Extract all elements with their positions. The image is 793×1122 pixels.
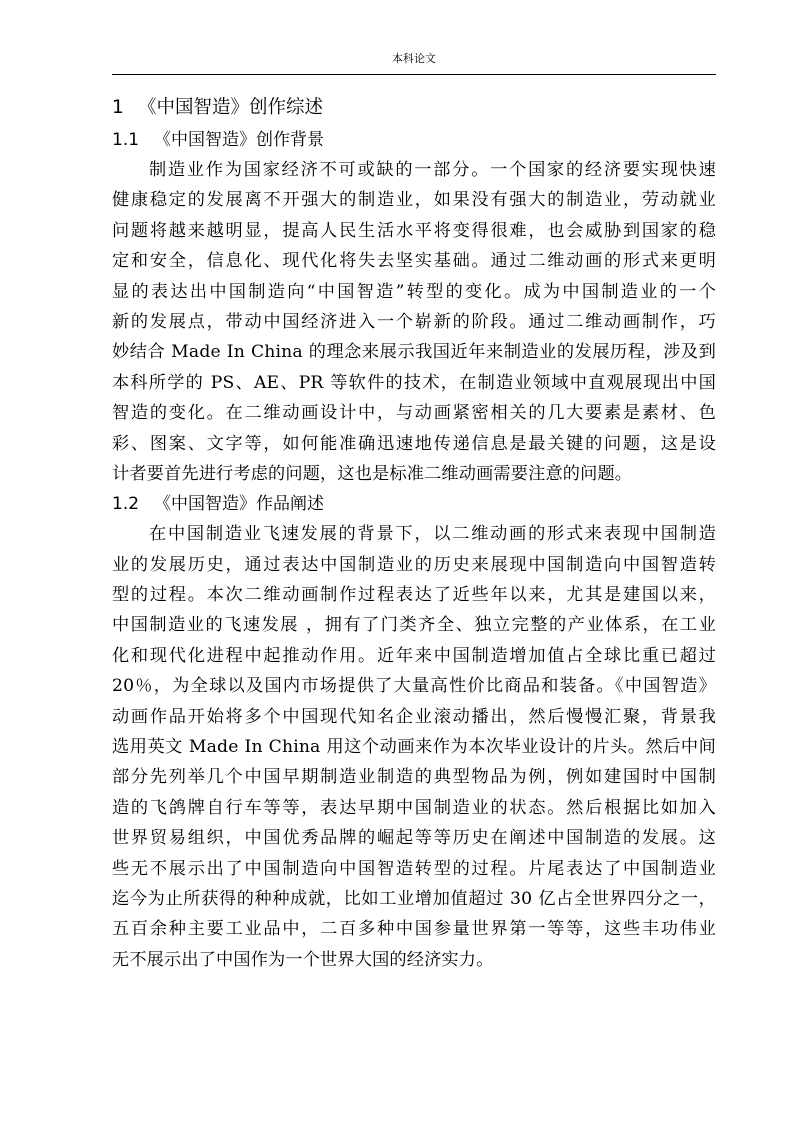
paragraph-line: 在中国制造业飞速发展的背景下，以二维动画的形式来表现中国制造 xyxy=(149,524,716,545)
paragraph-line: 新的发展点，带动中国经济进入一个崭新的阶段。通过二维动画制作，巧 xyxy=(112,311,716,332)
header-rule xyxy=(112,74,716,75)
paragraph-line: 业的发展历史，通过表达中国制造业的历史来展现中国制造向中国智造转 xyxy=(112,554,716,575)
paragraph-line: 智造的变化。在二维动画设计中，与动画紧密相关的几大要素是素材、色 xyxy=(112,403,716,424)
section-title: 《中国智造》创作综述 xyxy=(138,97,324,118)
running-header: 本科论文 xyxy=(392,52,436,65)
paragraph-line: 五百余种主要工业品中，二百多种中国参量世界第一等等，这些丰功伟业 xyxy=(112,919,716,940)
paragraph-line: 世界贸易组织，中国优秀品牌的崛起等等历史在阐述中国制造的发展。这 xyxy=(112,828,716,849)
paragraph-line: 妙结合 Made In China 的理念来展示我国近年来制造业的发展历程，涉及到 xyxy=(112,342,716,363)
page-content xyxy=(112,93,716,975)
paragraph-line: 选用英文 Made In China 用这个动画来作为本次毕业设计的片头。然后中间 xyxy=(112,737,716,758)
paragraph-line: 化和现代化进程中起推动作用。近年来中国制造增加值占全球比重已超过 xyxy=(112,645,716,666)
paragraph-line: 本科所学的 PS、AE、PR 等软件的技术，在制造业领域中直观展现出中国 xyxy=(112,372,716,393)
paragraph-line: 型的过程。本次二维动画制作过程表达了近些年以来，尤其是建国以来， xyxy=(112,585,716,606)
subsection-number: 1.2 xyxy=(112,494,140,515)
section-heading-1 xyxy=(112,93,716,123)
subsection-title: 《中国智造》创作背景 xyxy=(154,130,324,150)
paragraph-line: 计者要首先进行考虑的问题，这也是标准二维动画需要注意的问题。 xyxy=(112,463,633,484)
paragraph-line: 中国制造业的飞速发展 ，拥有了门类齐全、独立完整的产业体系，在工业 xyxy=(112,615,716,636)
paragraph-line: 20％，为全球以及国内市场提供了大量高性价比商品和装备。《中国智造》 xyxy=(112,676,716,697)
subsection-heading-1-1 xyxy=(112,125,716,155)
paragraph-line: 显的表达出中国制造向“中国智造”转型的变化。成为中国制造业的一个 xyxy=(112,281,716,302)
section-number: 1 xyxy=(112,97,124,118)
subsection-heading-1-2 xyxy=(112,489,716,519)
paragraph-line: 制造业作为国家经济不可或缺的一部分。一个国家的经济要实现快速 xyxy=(149,160,716,180)
paragraph-line: 彩、图案、文字等，如何能准确迅速地传递信息是最关键的问题，这是设 xyxy=(112,433,716,454)
paragraph-line: 无不展示出了中国作为一个世界大国的经济实力。 xyxy=(112,949,494,970)
subsection-title: 《中国智造》作品阐述 xyxy=(154,494,324,515)
paragraph-line: 健康稳定的发展离不开强大的制造业，如果没有强大的制造业，劳动就业 xyxy=(112,190,716,211)
paragraph-background xyxy=(112,155,716,489)
subsection-number: 1.1 xyxy=(112,130,140,150)
paragraph-line: 部分先列举几个中国早期制造业制造的典型物品为例，例如建国时中国制 xyxy=(112,767,716,788)
paragraph-line: 动画作品开始将多个中国现代知名企业滚动播出，然后慢慢汇聚，背景我 xyxy=(112,706,716,727)
paragraph-work-description xyxy=(112,519,716,975)
paragraph-line: 定和安全，信息化、现代化将失去坚实基础。通过二维动画的形式来更明 xyxy=(112,251,716,272)
paragraph-line: 迄今为止所获得的种种成就，比如工业增加值超过 30 亿占全世界四分之一， xyxy=(112,888,716,909)
paragraph-line: 些无不展示出了中国制造向中国智造转型的过程。片尾表达了中国制造业 xyxy=(112,858,716,879)
paragraph-line: 造的飞鸽牌自行车等等，表达早期中国制造业的状态。然后根据比如加入 xyxy=(112,797,716,818)
paragraph-line: 问题将越来越明显，提高人民生活水平将变得很难，也会威胁到国家的稳 xyxy=(112,220,716,241)
